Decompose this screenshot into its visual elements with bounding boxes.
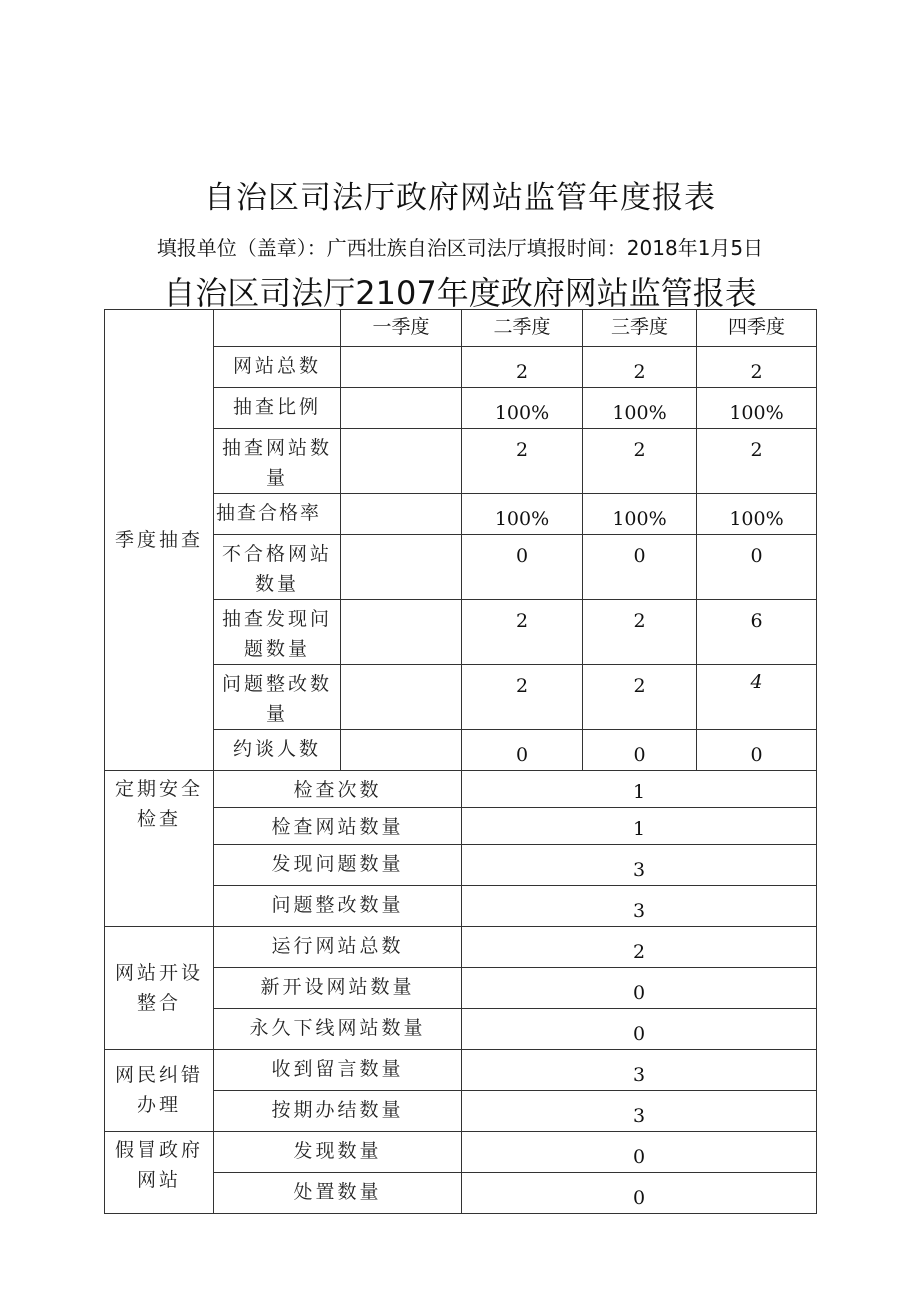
value-cell: 0 bbox=[462, 968, 817, 1009]
table-row bbox=[105, 771, 817, 808]
category-fake-sites: 假冒政府网站 bbox=[105, 1132, 214, 1214]
value-cell: 0 bbox=[462, 730, 583, 771]
row-label: 问题整改数量 bbox=[214, 886, 462, 927]
value-cell: 3 bbox=[462, 1050, 817, 1091]
value-cell bbox=[341, 347, 462, 388]
value-cell: 3 bbox=[462, 886, 817, 927]
row-label: 不合格网站数量 bbox=[214, 535, 341, 600]
value-cell: 3 bbox=[462, 845, 817, 886]
row-label: 发现数量 bbox=[214, 1132, 462, 1173]
value-cell: 2 bbox=[583, 600, 697, 665]
row-label: 抽查发现问题数量 bbox=[214, 600, 341, 665]
value-cell: 0 bbox=[462, 1132, 817, 1173]
value-cell: 0 bbox=[583, 535, 697, 600]
value-cell: 2 bbox=[583, 665, 697, 730]
value-cell: 0 bbox=[697, 730, 817, 771]
value-cell: 0 bbox=[583, 730, 697, 771]
row-label: 按期办结数量 bbox=[214, 1091, 462, 1132]
row-label: 新开设网站数量 bbox=[214, 968, 462, 1009]
value-cell bbox=[341, 535, 462, 600]
report-subtitle: 自治区司法厅2107年度政府网站监管报表 bbox=[163, 274, 757, 312]
value-cell: 0 bbox=[462, 1009, 817, 1050]
value-cell bbox=[341, 730, 462, 771]
fill-info-line: 填报单位（盖章）：广西壮族自治区司法厅填报时间：2018年1月5日 bbox=[156, 236, 764, 260]
row-label: 问题整改数量 bbox=[214, 665, 341, 730]
table-row bbox=[105, 927, 817, 968]
value-cell: 100% bbox=[583, 388, 697, 429]
row-label: 检查次数 bbox=[214, 771, 462, 808]
row-label: 收到留言数量 bbox=[214, 1050, 462, 1091]
category-security-check: 定期安全检查 bbox=[105, 771, 214, 927]
value-cell bbox=[341, 665, 462, 730]
report-table bbox=[104, 309, 817, 1214]
row-label: 抽查合格率 bbox=[214, 494, 341, 535]
value-cell: 0 bbox=[462, 535, 583, 600]
table-row bbox=[105, 1132, 817, 1173]
value-cell bbox=[341, 429, 462, 494]
row-label: 抽查网站数量 bbox=[214, 429, 341, 494]
value-cell bbox=[341, 600, 462, 665]
quarter-header-q2: 二季度 bbox=[462, 310, 583, 347]
value-cell: 2 bbox=[462, 927, 817, 968]
value-cell: 100% bbox=[583, 494, 697, 535]
value-cell: 2 bbox=[697, 429, 817, 494]
row-label: 网站总数 bbox=[214, 347, 341, 388]
value-cell: 100% bbox=[697, 494, 817, 535]
row-label: 发现问题数量 bbox=[214, 845, 462, 886]
row-label: 检查网站数量 bbox=[214, 808, 462, 845]
quarter-header-row bbox=[105, 310, 817, 347]
document-title: 自治区司法厅政府网站监管年度报表 bbox=[204, 180, 716, 216]
value-cell: 4 bbox=[697, 665, 817, 730]
value-cell: 0 bbox=[697, 535, 817, 600]
value-cell: 2 bbox=[583, 347, 697, 388]
category-netizen-correction: 网民纠错办理 bbox=[105, 1050, 214, 1132]
value-cell: 2 bbox=[462, 665, 583, 730]
value-cell bbox=[341, 388, 462, 429]
value-cell: 2 bbox=[697, 347, 817, 388]
row-label: 约谈人数 bbox=[214, 730, 341, 771]
row-label: 永久下线网站数量 bbox=[214, 1009, 462, 1050]
row-label: 运行网站总数 bbox=[214, 927, 462, 968]
value-cell: 1 bbox=[462, 808, 817, 845]
value-cell: 100% bbox=[697, 388, 817, 429]
row-label: 抽查比例 bbox=[214, 388, 341, 429]
value-cell: 100% bbox=[462, 494, 583, 535]
value-cell: 6 bbox=[697, 600, 817, 665]
value-cell: 100% bbox=[462, 388, 583, 429]
quarter-header-q4: 四季度 bbox=[697, 310, 817, 347]
value-cell: 1 bbox=[462, 771, 817, 808]
value-cell: 3 bbox=[462, 1091, 817, 1132]
row-label: 处置数量 bbox=[214, 1173, 462, 1214]
value-cell: 0 bbox=[462, 1173, 817, 1214]
category-quarterly: 季度抽查 bbox=[105, 310, 214, 771]
table-row bbox=[105, 1050, 817, 1091]
value-cell bbox=[341, 494, 462, 535]
value-cell: 2 bbox=[462, 347, 583, 388]
header-blank-cell bbox=[214, 310, 341, 347]
value-cell: 2 bbox=[583, 429, 697, 494]
value-cell: 2 bbox=[462, 429, 583, 494]
quarter-header-q1: 一季度 bbox=[341, 310, 462, 347]
category-site-setup: 网站开设整合 bbox=[105, 927, 214, 1050]
value-cell: 2 bbox=[462, 600, 583, 665]
quarter-header-q3: 三季度 bbox=[583, 310, 697, 347]
